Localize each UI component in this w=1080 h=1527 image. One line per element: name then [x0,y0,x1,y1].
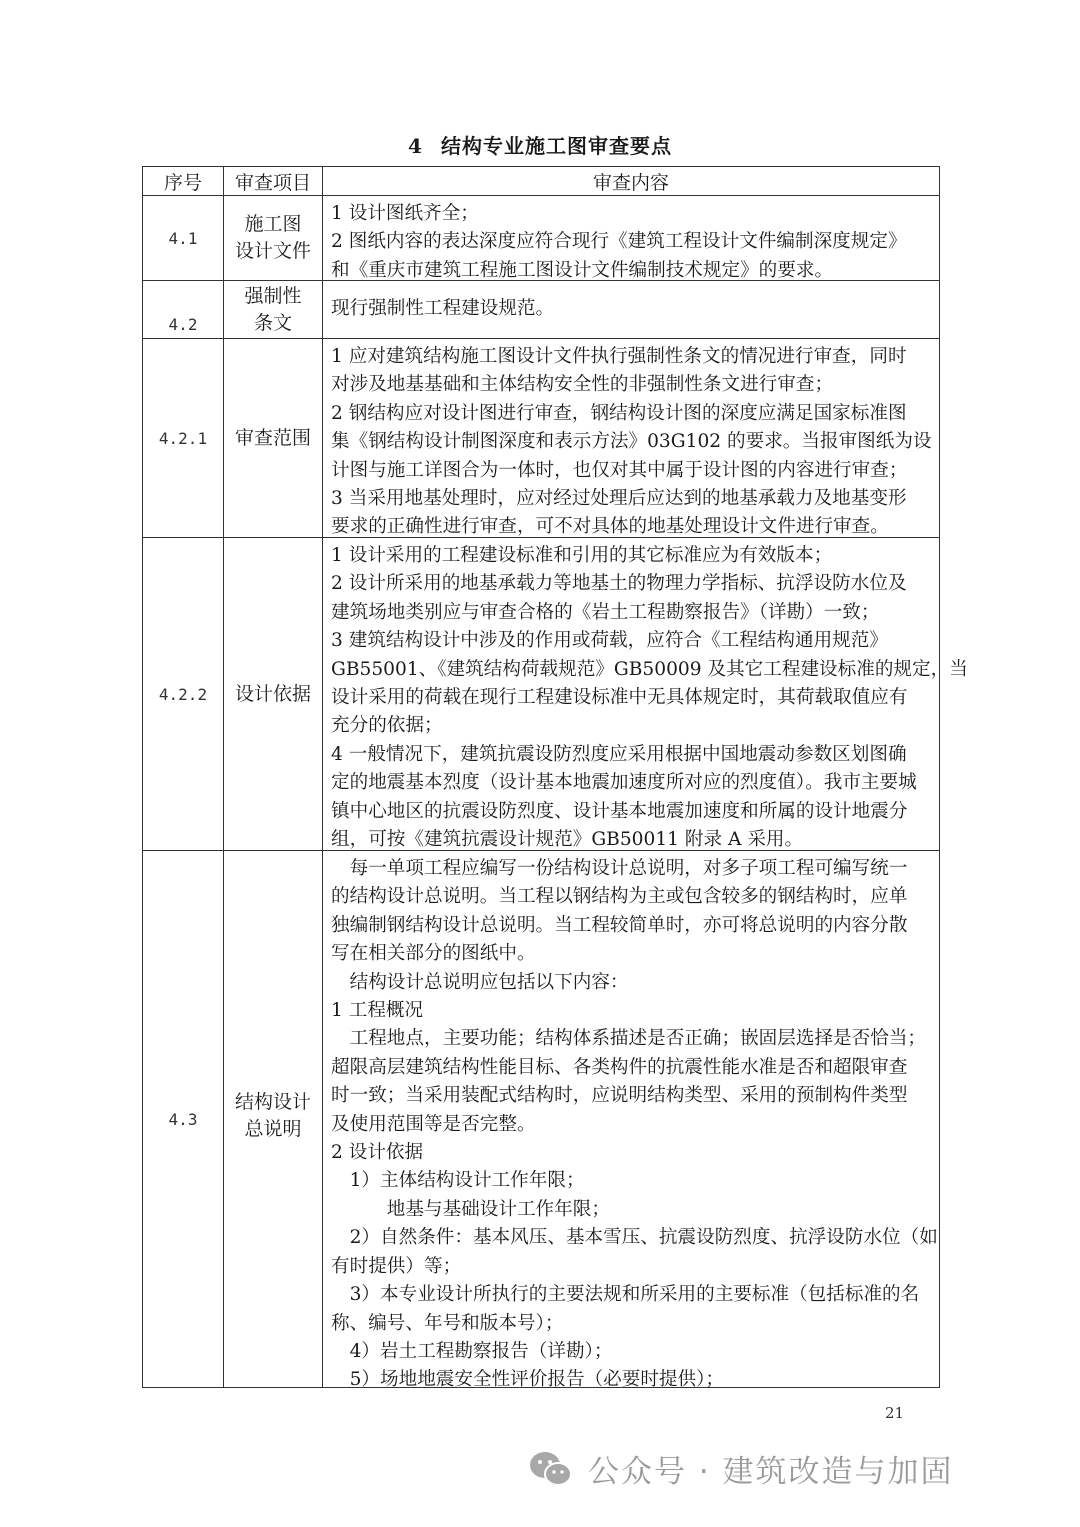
table-row [143,280,939,338]
row-number: 4.2.1 [143,339,224,537]
table-row [143,537,968,851]
content-line: 5）场地地震安全性评价报告（必要时提供）； [331,1369,724,1391]
content-line: 2 图纸内容的表达深度应符合现行《建筑工程设计文件编制深度规定》 [331,231,907,253]
content-line: 2 设计所采用的地基承载力等地基土的物理力学指标、抗浮设防水位及 [331,573,907,595]
content-line: 1 设计采用的工程建设标准和引用的其它标准应为有效版本； [331,545,833,566]
content-line: 3 建筑结构设计中涉及的作用或荷载，应符合《工程结构通用规范》 [331,630,888,652]
row-number: 4.1 [143,196,224,280]
review-content [323,538,968,851]
content-line: 计图与施工详图合为一体时，也仅对其中属于设计图的内容进行审查； [331,459,908,481]
table-row [143,850,939,1391]
page-number: 21 [885,1404,905,1422]
content-line: 独编制钢结构设计总说明。当工程较简单时，亦可将总说明的内容分散 [331,914,908,936]
content-line: 1 应对建筑结构施工图设计文件执行强制性条文的情况进行审查，同时 [331,346,907,367]
header-no: 序号 [143,167,224,196]
content-line: 每一单项工程应编写一份结构设计总说明，对多子项工程可编写统一 [331,858,908,879]
content-line: 4）岩土工程勘察报告（详勘）； [331,1340,613,1362]
content-line: 2 钢结构应对设计图进行审查，钢结构设计图的深度应满足国家标准图 [331,402,907,424]
review-content [323,196,939,280]
header-content: 审查内容 [592,172,669,194]
content-line: 镇中心地区的抗震设防烈度、设计基本地震加速度和所属的设计地震分 [331,800,908,822]
table-row [143,338,939,537]
content-line: 地基与基础设计工作年限； [331,1198,610,1220]
content-line: 要求的正确性进行审查，可不对具体的地基处理设计文件进行审查。 [331,516,889,538]
content-line: 的结构设计总说明。当工程以钢结构为主或包含较多的钢结构时，应单 [331,886,908,908]
content-line: 设计采用的荷载在现行工程建设标准中无具体规定时，其荷载取值应有 [331,687,908,709]
review-item: 审查范围 [224,339,323,537]
content-line: 及使用范围等是否完整。 [331,1113,536,1135]
section-number: 4 [408,134,423,158]
review-content [323,339,939,537]
review-content [323,851,939,1391]
review-item: 强制性 条文 [224,281,323,338]
content-line: 充分的依据； [331,715,443,737]
content-line: 组，可按《建筑抗震设计规范》GB50011 附录 A 采用。 [331,829,804,851]
watermark-text: 公众号 · 建筑改造与加固 [588,1454,954,1490]
content-line: 和《重庆市建筑工程施工图设计文件编制技术规定》的要求。 [331,259,834,281]
review-content [323,281,939,338]
row-number: 4.2.2 [143,538,224,850]
content-line: 时一致；当采用装配式结构时，应说明结构类型、采用的预制构件类型 [331,1085,908,1107]
review-item: 结构设计 总说明 [224,851,323,1387]
row-number: 4.2 [143,281,224,338]
content-line: 4 一般情况下，建筑抗震设防烈度应采用根据中国地震动参数区划图确 [331,743,907,765]
content-line: 集《钢结构设计制图深度和表示方法》03G102 的要求。当报审图纸为设 [331,431,932,453]
table-row [143,195,939,280]
content-line: 2）自然条件：基本风压、基本雪压、抗震设防烈度、抗浮设防水位（如 [331,1227,938,1249]
content-line: 写在相关部分的图纸中。 [331,943,536,965]
table-header-row [143,167,939,196]
review-item: 施工图 设计文件 [224,196,323,280]
content-line: 1）主体结构设计工作年限； [331,1170,585,1192]
row-number: 4.3 [143,851,224,1387]
content-line: 称、编号、年号和版本号）； [331,1312,564,1334]
section-title-text: 结构专业施工图审查要点 [440,134,672,158]
watermark [528,1446,954,1491]
content-line: 3 当采用地基处理时，应对经过处理后应达到的地基承载力及地基变形 [331,488,907,510]
review-item: 设计依据 [224,538,323,850]
content-line: 2 设计依据 [331,1142,424,1164]
header-item: 审查项目 [224,167,323,196]
content-line: 1 设计图纸齐全； [331,203,479,224]
content-line: 定的地震基本烈度（设计基本地震加速度所对应的烈度值）。我市主要城 [331,772,917,794]
content-line: 1 工程概况 [331,1000,424,1022]
content-line: 建筑场地类别应与审查合格的《岩土工程勘察报告》（详勘）一致； [331,601,880,623]
content-line: 3）本专业设计所执行的主要法规和所采用的主要标准（包括标准的名 [331,1284,920,1306]
review-table [142,166,968,1391]
content-line: 有时提供）等； [331,1255,462,1277]
content-line: 现行强制性工程建设规范。 [331,298,555,319]
content-line: 工程地点，主要功能；结构体系描述是否正确；嵌固层选择是否恰当； [331,1028,927,1050]
content-line: 结构设计总说明应包括以下内容： [331,971,629,993]
wechat-icon [528,1449,574,1489]
content-line: GB55001、《建筑结构荷载规范》GB50009 及其它工程建设标准的规定，当 [331,658,968,680]
content-line: 超限高层建筑结构性能目标、各类构件的抗震性能水准是否和超限审查 [331,1056,908,1078]
content-line: 对涉及地基基础和主体结构安全性的非强制性条文进行审查； [331,374,834,396]
section-title [0,130,1080,159]
